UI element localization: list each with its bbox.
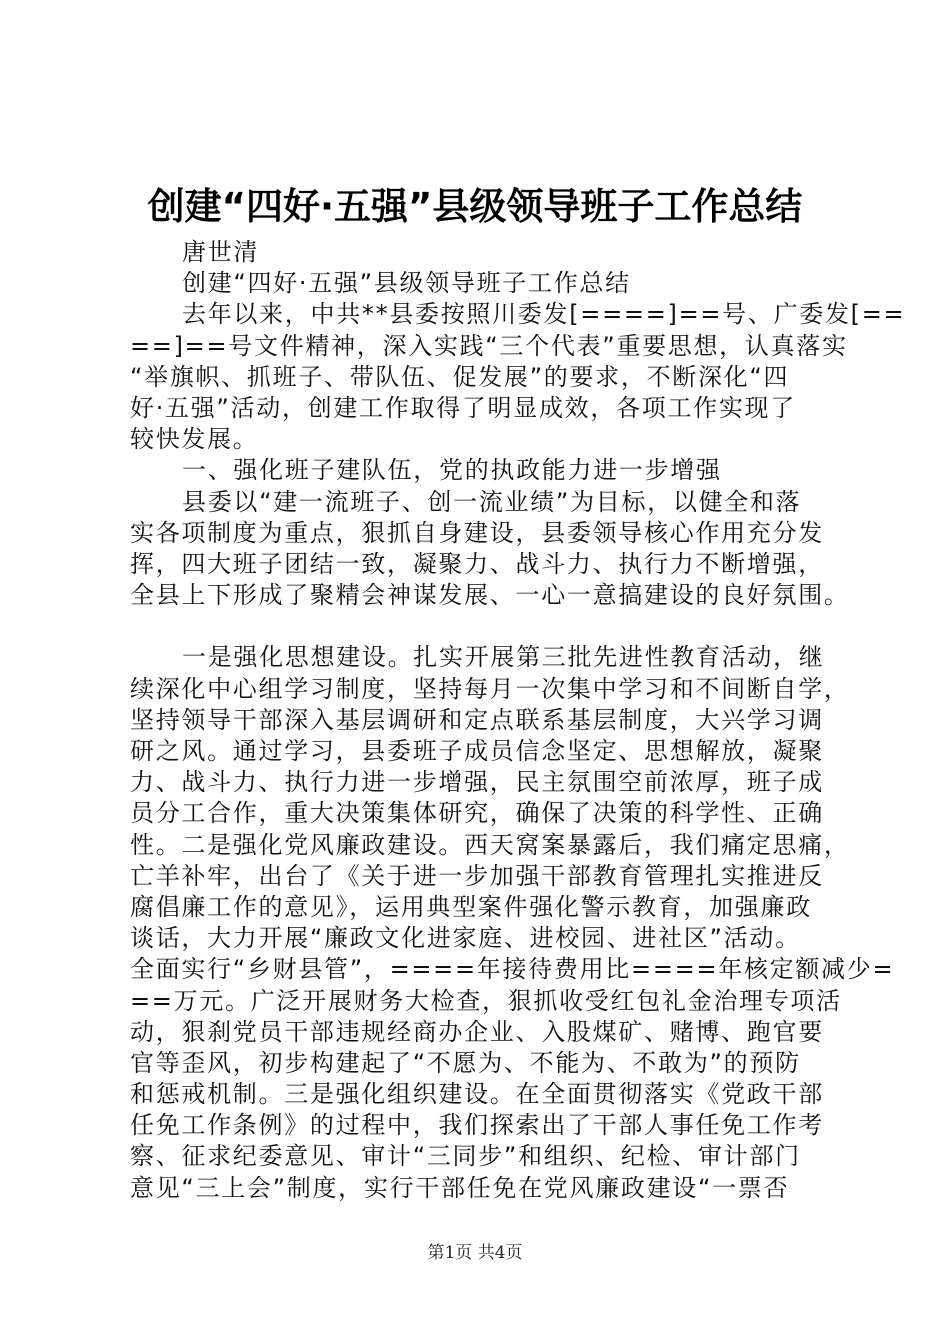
body-line: 全县上下形成了聚精会神谋发展、一心一意搞建设的良好氛围。 xyxy=(130,581,850,610)
body-line: 腐倡廉工作的意见》，运用典型案件强化警示教育，加强廉政 xyxy=(130,892,812,921)
body-line: 性。二是强化党风廉政建设。西天窝案暴露后，我们痛定思痛， xyxy=(130,830,850,859)
body-line: 县委以“建一流班子、创一流业绩”为目标，以健全和落 xyxy=(182,487,802,516)
body-line: 任免工作条例》的过程中，我们探索出了干部人事任免工作考 xyxy=(130,1111,824,1140)
document-body xyxy=(130,237,906,1204)
body-line: 员分工合作，重大决策集体研究，确保了决策的科学性、正确 xyxy=(130,799,824,828)
body-line: 官等歪风，初步构建起了“不愿为、不能为、不敢为”的预防 xyxy=(130,1048,801,1077)
author-name: 唐世清 xyxy=(182,238,260,266)
body-line: 一是强化思想建设。扎实开展第三批先进性教育活动，继 xyxy=(182,643,825,672)
document-subtitle: 创建“四好·五强”县级领导班子工作总结 xyxy=(182,269,631,298)
body-line: ==]==号文件精神，深入实践“三个代表”重要思想，认真落实 xyxy=(130,331,848,360)
blank-line xyxy=(130,611,852,642)
body-line: 谈话，大力开展“廉政文化进家庭、进校园、进社区”活动。 xyxy=(130,924,801,953)
body-line: 一、强化班子建队伍，党的执政能力进一步增强 xyxy=(182,456,722,485)
body-line: “举旗帜、抓班子、带队伍、促发展”的要求，不断深化“四 xyxy=(130,362,790,391)
body-line: 动，狠刹党员干部违规经商办企业、入股煤矿、赌博、跑官要 xyxy=(130,1017,824,1046)
body-line: 研之风。通过学习，县委班子成员信念坚定、思想解放，凝聚 xyxy=(130,737,824,765)
body-line: 挥，四大班子团结一致，凝聚力、战斗力、执行力不断增强， xyxy=(130,549,824,578)
body-line: 意见“三上会”制度，实行干部任免在党风廉政建设“一票否 xyxy=(130,1173,790,1202)
body-line: 全面实行“乡财县管”，====年接待费用比====年核定额减少= xyxy=(130,955,895,984)
body-line: 好·五强”活动，创建工作取得了明显成效，各项工作实现了 xyxy=(130,393,796,422)
body-line: 坚持领导干部深入基层调研和定点联系基层制度，大兴学习调 xyxy=(130,705,824,734)
page-indicator: 第1页 共4页 xyxy=(427,1243,523,1263)
body-line: 续深化中心组学习制度，坚持每月一次集中学习和不间断自学， xyxy=(130,674,850,703)
body-line: ==万元。广泛开展财务大检查，狠抓收受红包礼金治理专项活 xyxy=(130,986,842,1015)
body-line: 和惩戒机制。三是强化组织建设。在全面贯彻落实《党政干部 xyxy=(130,1080,824,1109)
body-line: 去年以来，中共**县委按照川委发[====]==号、广委发[== xyxy=(182,300,906,329)
body-line: 实各项制度为重点，狠抓自身建设，县委领导核心作用充分发 xyxy=(130,518,824,547)
body-line: 较快发展。 xyxy=(130,425,259,454)
body-line: 力、战斗力、执行力进一步增强，民主氛围空前浓厚，班子成 xyxy=(130,768,824,797)
body-line: 察、征求纪委意见、审计“三同步”和组织、纪检、审计部门 xyxy=(130,1142,801,1171)
body-line: 亡羊补牢，出台了《关于进一步加强干部教育管理扎实推进反 xyxy=(130,861,824,890)
document-title: 创建“四好·五强”县级领导班子工作总结 xyxy=(147,185,803,228)
body-lines xyxy=(130,299,906,1203)
